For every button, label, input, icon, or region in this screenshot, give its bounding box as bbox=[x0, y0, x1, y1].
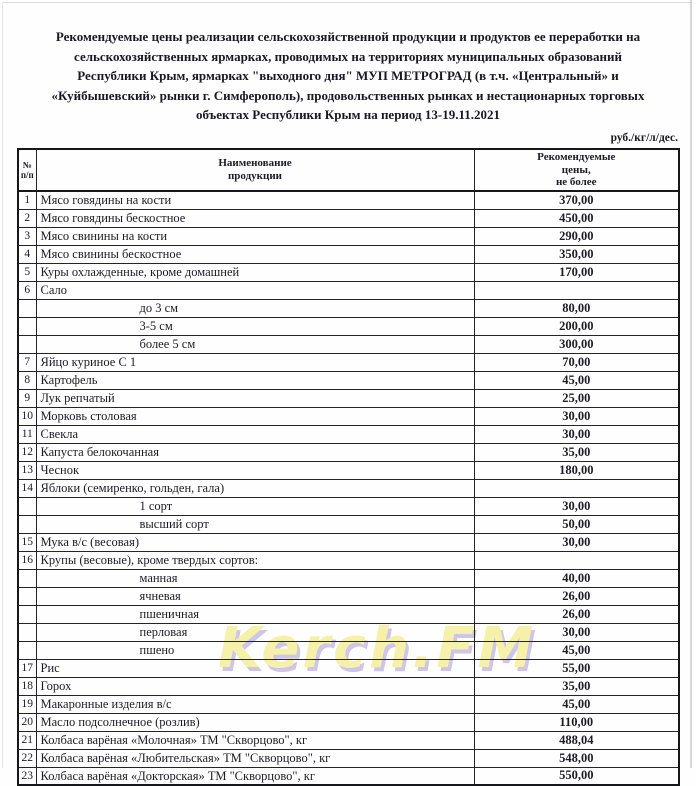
cell-name: перловая bbox=[36, 623, 474, 641]
cell-num: 3 bbox=[18, 227, 36, 245]
cell-price: 50,00 bbox=[474, 515, 679, 533]
cell-name: Лук репчатый bbox=[36, 389, 474, 407]
cell-price: 350,00 bbox=[474, 245, 679, 263]
table-body bbox=[18, 191, 679, 785]
cell-price: 30,00 bbox=[474, 425, 679, 443]
header-price-line2: цены, bbox=[561, 163, 591, 176]
table-header bbox=[18, 149, 679, 191]
title-line: Республики Крым, ярмарках "выходного дня" МУП МЕТРОГРАД (в т.ч. «Центральный» и bbox=[77, 68, 619, 83]
cell-name: Колбаса варёная «Молочная» ТМ "Скворцово", кг bbox=[36, 731, 474, 749]
cell-name: Мясо свинины на кости bbox=[36, 227, 474, 245]
cell-name: Капуста белокочанная bbox=[36, 443, 474, 461]
cell-price: 290,00 bbox=[474, 227, 679, 245]
header-price-line3: не более bbox=[555, 176, 597, 189]
cell-num bbox=[18, 317, 36, 335]
cell-name: 1 сорт bbox=[36, 497, 474, 515]
table-row bbox=[18, 191, 679, 209]
cell-price bbox=[474, 551, 679, 569]
page-title bbox=[24, 27, 672, 125]
title-line: Рекомендуемые цены реализации сельскохозяйственной продукции и продуктов ее переработки на bbox=[55, 29, 641, 44]
table-row bbox=[18, 587, 679, 605]
cell-price: 25,00 bbox=[474, 389, 679, 407]
table-row bbox=[18, 389, 679, 407]
table-row bbox=[18, 245, 679, 263]
scan-edge-left bbox=[2, 2, 3, 768]
cell-name: 3-5 см bbox=[36, 317, 474, 335]
table-row bbox=[18, 641, 679, 659]
cell-price: 30,00 bbox=[474, 533, 679, 551]
cell-price: 110,00 bbox=[474, 713, 679, 731]
cell-num: 5 bbox=[18, 263, 36, 281]
cell-num: 15 bbox=[18, 533, 36, 551]
table-row bbox=[18, 551, 679, 569]
cell-name: пшеничная bbox=[36, 605, 474, 623]
price-table-container bbox=[17, 148, 680, 786]
cell-price: 80,00 bbox=[474, 299, 679, 317]
cell-name: Рис bbox=[36, 659, 474, 677]
table-row bbox=[18, 299, 679, 317]
table-row bbox=[18, 371, 679, 389]
cell-name: ячневая bbox=[36, 587, 474, 605]
cell-price: 45,00 bbox=[474, 371, 679, 389]
cell-name: пшено bbox=[36, 641, 474, 659]
cell-price: 40,00 bbox=[474, 569, 679, 587]
cell-name: Горох bbox=[36, 677, 474, 695]
cell-num: 2 bbox=[18, 209, 36, 227]
cell-price: 30,00 bbox=[474, 407, 679, 425]
cell-name: Масло подсолнечное (розлив) bbox=[36, 713, 474, 731]
table-row bbox=[18, 713, 679, 731]
cell-price: 200,00 bbox=[474, 317, 679, 335]
watermark: Kerch.FM bbox=[218, 616, 537, 681]
header-name-line1: Наименование bbox=[218, 157, 292, 169]
cell-num: 1 bbox=[18, 191, 36, 209]
cell-price bbox=[474, 479, 679, 497]
cell-name: Яблоки (семиренко, гольден, гала) bbox=[36, 479, 474, 497]
title-line: объектах Республики Крым на период 13-19.11.2021 bbox=[196, 107, 500, 122]
cell-name: Колбаса варёная «Докторская» ТМ "Скворцово", кг bbox=[36, 767, 474, 785]
cell-num: 9 bbox=[18, 389, 36, 407]
cell-num bbox=[18, 623, 36, 641]
cell-name: Макаронные изделия в/с bbox=[36, 695, 474, 713]
cell-num: 13 bbox=[18, 461, 36, 479]
cell-price: 26,00 bbox=[474, 605, 679, 623]
cell-num: 14 bbox=[18, 479, 36, 497]
cell-name: Свекла bbox=[36, 425, 474, 443]
cell-name: манная bbox=[36, 569, 474, 587]
cell-num: 8 bbox=[18, 371, 36, 389]
cell-price: 26,00 bbox=[474, 587, 679, 605]
cell-name: Морковь столовая bbox=[36, 407, 474, 425]
header-name bbox=[36, 149, 474, 191]
table-row bbox=[18, 497, 679, 515]
cell-name: Мука в/с (весовая) bbox=[36, 533, 474, 551]
header-price-line1: Рекомендуемые bbox=[537, 151, 616, 164]
cell-num bbox=[18, 335, 36, 353]
table-row bbox=[18, 533, 679, 551]
header-num bbox=[18, 149, 36, 191]
table-row bbox=[18, 443, 679, 461]
table-row bbox=[18, 335, 679, 353]
table-row bbox=[18, 461, 679, 479]
table-row bbox=[18, 353, 679, 371]
cell-name: Колбаса варёная «Любительская» ТМ "Скворцово", кг bbox=[36, 749, 474, 767]
title-line: сельскохозяйственных ярмарках, проводимых на территориях муниципальных образований bbox=[74, 48, 622, 64]
cell-price: 450,00 bbox=[474, 209, 679, 227]
price-table bbox=[17, 148, 680, 786]
cell-name: Картофель bbox=[36, 371, 474, 389]
cell-name: Сало bbox=[36, 281, 474, 299]
cell-price: 370,00 bbox=[474, 191, 679, 209]
table-row bbox=[18, 425, 679, 443]
table-row bbox=[18, 263, 679, 281]
cell-price: 170,00 bbox=[474, 263, 679, 281]
header-num-line1: № bbox=[22, 159, 32, 170]
cell-price: 180,00 bbox=[474, 461, 679, 479]
cell-price bbox=[474, 281, 679, 299]
cell-num: 23 bbox=[18, 767, 36, 785]
cell-name: Яйцо куриное С 1 bbox=[36, 353, 474, 371]
cell-num: 19 bbox=[18, 695, 36, 713]
cell-price: 30,00 bbox=[474, 497, 679, 515]
cell-num bbox=[18, 569, 36, 587]
cell-name: до 3 см bbox=[36, 299, 474, 317]
cell-num: 12 bbox=[18, 443, 36, 461]
cell-num: 7 bbox=[18, 353, 36, 371]
cell-name: высший сорт bbox=[36, 515, 474, 533]
cell-price: 35,00 bbox=[474, 677, 679, 695]
title-line: «Куйбышевский» рынки г. Симферополь), продовольственных рынках и нестационарных торговых bbox=[51, 87, 645, 103]
cell-num bbox=[18, 641, 36, 659]
cell-num: 16 bbox=[18, 551, 36, 569]
cell-num bbox=[18, 515, 36, 533]
table-row bbox=[18, 623, 679, 641]
cell-price: 548,00 bbox=[474, 749, 679, 767]
table-row bbox=[18, 569, 679, 587]
scan-edge-top bbox=[2, 2, 692, 3]
table-row bbox=[18, 227, 679, 245]
table-row bbox=[18, 407, 679, 425]
table-row bbox=[18, 767, 679, 785]
cell-num bbox=[18, 605, 36, 623]
cell-price: 55,00 bbox=[474, 659, 679, 677]
cell-price: 550,00 bbox=[474, 767, 679, 785]
cell-price: 45,00 bbox=[474, 695, 679, 713]
cell-price: 488,04 bbox=[474, 731, 679, 749]
table-row bbox=[18, 209, 679, 227]
cell-num: 11 bbox=[18, 425, 36, 443]
cell-price: 35,00 bbox=[474, 443, 679, 461]
cell-num: 21 bbox=[18, 731, 36, 749]
scan-edge-right bbox=[690, 0, 692, 768]
table-row bbox=[18, 605, 679, 623]
cell-name: Куры охлажденные, кроме домашней bbox=[36, 263, 474, 281]
cell-num bbox=[18, 497, 36, 515]
table-row bbox=[18, 515, 679, 533]
table-row bbox=[18, 695, 679, 713]
cell-num: 17 bbox=[18, 659, 36, 677]
table-row bbox=[18, 479, 679, 497]
cell-num bbox=[18, 299, 36, 317]
table-row bbox=[18, 659, 679, 677]
cell-name: Мясо свинины бескостное bbox=[36, 245, 474, 263]
unit-label: руб./кг/л/дес. bbox=[610, 132, 678, 144]
cell-price: 300,00 bbox=[474, 335, 679, 353]
cell-name: Крупы (весовые), кроме твердых сортов: bbox=[36, 551, 474, 569]
cell-name: Чеснок bbox=[36, 461, 474, 479]
cell-num bbox=[18, 587, 36, 605]
cell-price: 45,00 bbox=[474, 641, 679, 659]
cell-price: 70,00 bbox=[474, 353, 679, 371]
cell-num: 10 bbox=[18, 407, 36, 425]
table-row bbox=[18, 731, 679, 749]
cell-num: 18 bbox=[18, 677, 36, 695]
table-row bbox=[18, 281, 679, 299]
table-row bbox=[18, 317, 679, 335]
table-row bbox=[18, 677, 679, 695]
header-name-line2: продукции bbox=[227, 170, 283, 182]
header-num-line2: п/п bbox=[20, 170, 34, 180]
cell-price: 30,00 bbox=[474, 623, 679, 641]
header-price bbox=[474, 149, 679, 191]
cell-name: более 5 см bbox=[36, 335, 474, 353]
cell-name: Мясо говядины бескостное bbox=[36, 209, 474, 227]
cell-name: Мясо говядины на кости bbox=[36, 191, 474, 209]
cell-num: 6 bbox=[18, 281, 36, 299]
cell-num: 22 bbox=[18, 749, 36, 767]
cell-num: 20 bbox=[18, 713, 36, 731]
cell-num: 4 bbox=[18, 245, 36, 263]
table-row bbox=[18, 749, 679, 767]
